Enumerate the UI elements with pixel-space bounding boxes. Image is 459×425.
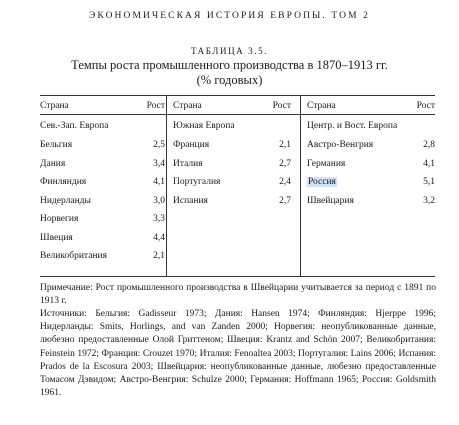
table-row xyxy=(40,247,165,266)
sources-label: Источники: xyxy=(40,309,87,319)
country-name: Бельгия xyxy=(40,140,73,150)
column-header xyxy=(173,98,291,114)
note-text: Рост промышленного производства в Швейцарии учитывается за период с 1891 по 1913 г. xyxy=(40,283,436,306)
table-row xyxy=(40,192,165,211)
table-bottom-rule xyxy=(40,276,435,277)
country-name: Дания xyxy=(40,158,66,169)
text-selection-highlight[interactable]: Россия xyxy=(308,177,336,187)
table-row xyxy=(173,155,291,174)
country-name: Австро-Венгрия xyxy=(307,140,374,150)
table-row xyxy=(173,136,291,155)
country-name: Италия xyxy=(173,158,203,169)
country-name: Норвегия xyxy=(40,214,79,224)
table-row xyxy=(173,173,291,192)
growth-rate: 2,4 xyxy=(279,177,291,187)
country-name: Германия xyxy=(307,158,346,169)
table-row xyxy=(307,155,435,174)
column-header xyxy=(40,98,165,114)
country-name: Финляндия xyxy=(40,177,87,187)
sources-text: Бельгия: Gadisseur 1973; Дания: Hansen 1974; Финляндия: Hjerppe 1996; Нидерланды: Smits, Horlings, and van Zanden 2000; Норвегия: неопубликованные данные, любезно предоставленные Олой Гриттеном; Швеция: Krantz and Schön 2007; Великобритания: Feinstein 1972; Франция: Crouzet 1970; Италия: Fenoaltea 2003; Португалия: Lains 2006; Испания: Prados de la Escosura 2003; Швейцария: неопубликованные данные, любезно предоставленные Томасом Дэвидом; Австро-Венгрия: Schulze 2000; Германия: Hoffmann 1965; Россия: Goldsmith 1961. xyxy=(40,309,436,399)
table-row xyxy=(40,173,165,192)
running-head: ЭКОНОМИЧЕСКАЯ ИСТОРИЯ ЕВРОПЫ. ТОМ 2 xyxy=(89,11,370,21)
column-header xyxy=(307,98,435,114)
growth-rate: 2,7 xyxy=(279,158,291,169)
table-column-central-east xyxy=(307,98,435,210)
header-country: Страна xyxy=(307,101,336,111)
growth-rate: 5,1 xyxy=(423,177,435,187)
country-name: Испания xyxy=(173,195,208,206)
table-row xyxy=(40,155,165,174)
table-title-line2: (% годовых) xyxy=(196,73,263,87)
growth-rate: 3,2 xyxy=(423,195,435,206)
header-rate: Рост xyxy=(272,101,291,111)
country-name: Португалия xyxy=(173,177,221,187)
table-row xyxy=(40,210,165,229)
header-rate: Рост xyxy=(416,101,435,111)
table-row xyxy=(40,136,165,155)
column-divider xyxy=(166,95,167,276)
table-row xyxy=(307,136,435,155)
country-name: Швеция xyxy=(40,232,73,243)
growth-rate: 2,7 xyxy=(279,195,291,206)
table-title-line1: Темпы роста промышленного производства в 1870–1913 гг. xyxy=(71,58,388,72)
table-title xyxy=(0,58,459,88)
growth-rate: 2,8 xyxy=(423,140,435,150)
table-column-south xyxy=(173,98,291,210)
growth-rate: 2,1 xyxy=(153,251,165,261)
country-name: Франция xyxy=(173,140,210,150)
table-row xyxy=(307,173,435,192)
table-row xyxy=(40,229,165,248)
growth-rate: 2,1 xyxy=(279,140,291,150)
growth-rate: 4,1 xyxy=(153,177,165,187)
growth-rate: 3,3 xyxy=(153,214,165,224)
table-sources xyxy=(40,308,436,400)
table-row xyxy=(173,192,291,211)
growth-rate: 4,1 xyxy=(423,158,435,169)
header-country: Страна xyxy=(173,101,202,111)
growth-rate: 3,4 xyxy=(153,158,165,169)
region-label: Сев.-Зап. Европа xyxy=(40,121,109,131)
column-divider xyxy=(300,95,301,276)
table-row xyxy=(307,192,435,211)
country-name: Великобритания xyxy=(40,251,107,261)
country-name: Нидерланды xyxy=(40,195,91,206)
country-name-highlighted xyxy=(307,173,337,192)
header-country: Страна xyxy=(40,101,69,111)
table-label: ТАБЛИЦА 3.5. xyxy=(190,46,269,56)
header-rate: Рост xyxy=(146,101,165,111)
growth-rate: 3,0 xyxy=(153,195,165,206)
note-label: Примечание: xyxy=(40,283,93,293)
table-column-northwest xyxy=(40,98,165,266)
growth-rate: 4,4 xyxy=(153,232,165,243)
table-note xyxy=(40,282,436,308)
table-top-rule xyxy=(40,95,435,96)
country-name: Швейцария xyxy=(307,195,354,206)
growth-rate: 2,5 xyxy=(153,140,165,150)
region-label: Южная Европа xyxy=(173,121,235,131)
region-label: Центр. и Вост. Европа xyxy=(307,121,398,131)
